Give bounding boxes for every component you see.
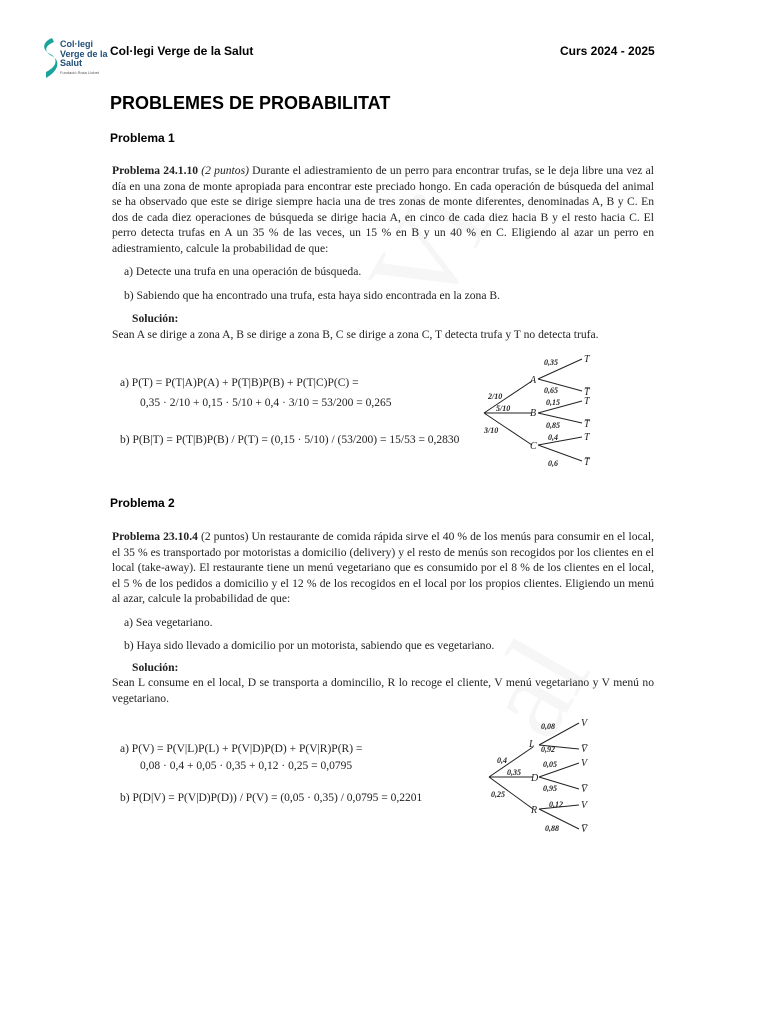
tree-leaf-prob-4: 0,85	[546, 421, 560, 430]
tree-node-1: A	[530, 375, 537, 386]
page-title: PROBLEMES DE PROBABILITAT	[110, 93, 391, 113]
problem-1-item-b: b) Sabiendo que ha encontrado una trufa, esta haya sido encontrada en la zona B.	[124, 288, 501, 302]
tree-leaf-label-5: T	[584, 432, 590, 443]
tree-leaf-label-6: V̅	[581, 824, 588, 835]
problem-1-eq-a2: 0,35 · 2/10 + 0,15 · 5/10 + 0,4 · 3/10 = 53/200 = 0,265	[140, 397, 392, 409]
tree-leaf-prob-3: 0,15	[546, 398, 560, 407]
tree-node-3: R	[531, 805, 538, 816]
tree-node-2: B	[530, 408, 537, 419]
logo-mark-icon	[38, 36, 60, 80]
problem-2-heading: Problema 2	[110, 496, 175, 510]
tree-leaf-label-3: V	[581, 758, 588, 769]
problem-1-heading: Problema 1	[110, 131, 175, 145]
tree-branch-1: 2/10	[488, 392, 503, 401]
tree-leaf-prob-1: 0,35	[544, 358, 558, 367]
tree-leaf-label-3: T	[584, 396, 590, 407]
tree-leaf-prob-2: 0,65	[544, 386, 558, 395]
tree-leaf-label-5: V	[581, 800, 588, 811]
problem-1-points: (2 puntos)	[201, 164, 249, 177]
tree-leaf-label-4: V̅	[581, 784, 588, 795]
tree-leaf-label-1: T	[584, 354, 590, 365]
tree-branch-3: 0,25	[491, 790, 505, 799]
problem-2-text: Un restaurante de comida rápida sirve el 40 % de los menús para consumir en el local, el 35 % es transportado por motoristas a domicilio (delivery) y el resto de menús son recogidos por los clientes en el local (take-away). El restaurante tiene un menú vegetariano que es consumido por el 8 % de los clientes en el local, el 5 % de los pedidos a domicilio y el 12 % de los recogidos en el local por los propios clientes. Eligiendo un menú al azar, calcule la probabilidad de que:	[112, 530, 654, 605]
tree-branch-1: 0,4	[497, 756, 507, 765]
problem-1-eq-a1: a) P(T) = P(T|A)P(A) + P(T|B)P(B) + P(T|C)P(C) =	[120, 377, 359, 389]
tree-node-3: C	[530, 441, 537, 452]
problem-2-label: Problema 23.10.4	[112, 530, 198, 543]
tree-node-1: L	[529, 739, 535, 750]
problem-1-solution-text: Sean A se dirige a zona A, B se dirige a zona B, C se dirige a zona C, T detecta trufa y T no detecta trufa.	[112, 327, 599, 341]
problem-2-eq-b: b) P(D|V) = P(V|D)P(D)) / P(V) = (0,05 · 0,35) / 0,0795 = 0,2201	[120, 792, 423, 804]
problem-1-label: Problema 24.1.10	[112, 164, 199, 177]
tree-leaf-label-4: T̅	[584, 419, 590, 430]
problem-1-tree-diagram	[482, 353, 642, 468]
problem-2-item-b: b) Haya sido llevado a domicilio por un motorista, sabiendo que es vegetariano.	[124, 639, 495, 652]
problem-2-eq-a2: 0,08 · 0,4 + 0,05 · 0,35 + 0,12 · 0,25 = 0,0795	[140, 760, 353, 772]
problem-2-tree-diagram	[487, 717, 647, 835]
problem-1-solution-title: Solución:	[132, 312, 179, 325]
tree-leaf-label-2: T̅	[584, 387, 590, 398]
problem-2-points: (2 puntos)	[200, 530, 249, 543]
tree-leaf-prob-3: 0,05	[543, 760, 557, 769]
problem-1-text: Durante el adiestramiento de un perro para encontrar trufas, se le deja libre una vez al día en una zona de monte apropiada para encontrar este preciado hongo. En cada operación de búsqueda del animal se ha observado que este se dirige siempre hacia una de tres zonas de monte diferentes, denominadas A, B y C. En dos de cada diez operaciones de búsqueda se dirige hacia A, en cinco de cada diez hacia B y el resto hacia C. El perro detecta trufas en A un 35 % de las veces, un 15 % en B y un 40 % en C. Eligiendo al azar un perro en adiestramiento, calcule la probabilidad de que:	[112, 164, 655, 255]
problem-1-eq-b: b) P(B|T) = P(T|B)P(B) / P(T) = (0,15 · 5/10) / (53/200) = 15/53 = 0,2830	[120, 434, 460, 446]
problem-2-eq-a1: a) P(V) = P(V|L)P(L) + P(V|D)P(D) + P(V|R)P(R) =	[120, 743, 363, 755]
tree-branch-2: 0,35	[507, 768, 521, 777]
tree-leaf-prob-4: 0,95	[543, 784, 557, 793]
problem-1-statement	[112, 163, 654, 256]
problem-2-solution-title: Solución:	[132, 660, 179, 674]
logo-subtitle: Fundació Rosa Llobet	[60, 70, 99, 75]
tree-leaf-prob-5: 0,4	[548, 433, 558, 442]
problem-2-item-a: a) Sea vegetariano.	[124, 615, 213, 629]
problem-1-image	[112, 163, 654, 481]
tree-node-2: D	[531, 773, 539, 784]
tree-leaf-prob-5: 0,12	[549, 800, 563, 809]
tree-leaf-label-2: V̅	[581, 744, 588, 755]
tree-leaf-label-6: T̅	[584, 457, 590, 468]
tree-leaf-prob-2: 0,92	[541, 745, 555, 754]
tree-leaf-label-1: V	[581, 718, 588, 729]
problem-2-statement	[112, 529, 654, 607]
tree-leaf-prob-6: 0,88	[545, 824, 559, 833]
course-year: Curs 2024 - 2025	[560, 44, 655, 58]
tree-branch-2: 5/10	[496, 404, 511, 413]
school-name: Col·legi Verge de la Salut	[110, 44, 254, 58]
tree-branch-3: 3/10	[484, 426, 499, 435]
school-logo	[38, 36, 112, 80]
tree-leaf-prob-1: 0,08	[541, 722, 555, 731]
problem-2-image	[112, 529, 654, 839]
problem-2-solution-text: Sean L consume en el local, D se transporta a domincilio, R lo recoge el cliente, V menú vegetariano y V menú no vegetariano.	[112, 676, 654, 705]
logo-text: Col·legi Verge de la Salut	[60, 39, 108, 68]
problem-1-item-a: a) Detecte una trufa en una operación de búsqueda.	[124, 265, 362, 278]
tree-leaf-prob-6: 0,6	[548, 459, 558, 468]
